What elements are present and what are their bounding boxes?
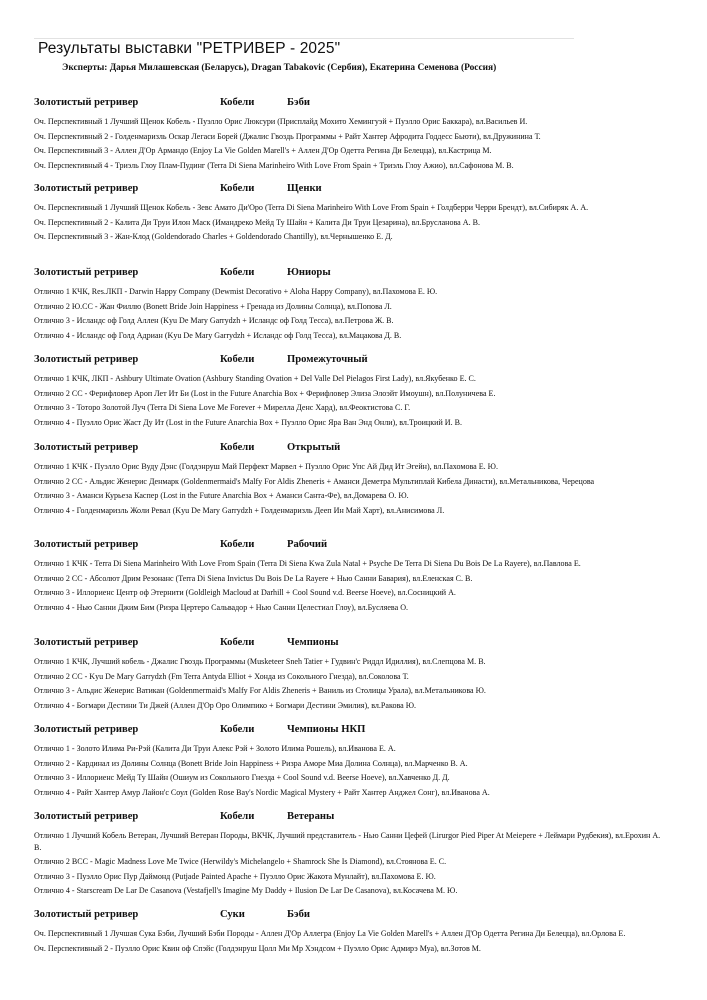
result-entry: Отлично 3 - Иллориенс Мейд Ту Шайн (Ошиум из Сокольного Гнезда + Cool Sound v.d. Beerse Hoeve), вл.Хавченко Д. Д. <box>34 773 450 782</box>
section-class: Бэби <box>287 97 310 108</box>
title-divider <box>34 38 574 39</box>
section-header <box>34 909 664 925</box>
result-entry: Оч. Перспективный 4 - Триэль Глоу Плам-Пудинг (Terra Di Siena Marinheiro With Love From Spain + Триэль Глоу Ажио), вл.Сафонова М. В. <box>34 160 514 170</box>
result-entry: Отлично 2 СС - Альдис Женерис Денмарк (Goldenmermaid's Malfy For Aldis Zheneris + Аманси Деметра Мультиплай Кибела Династи), вл.Метальникова, Черецова <box>34 476 595 486</box>
section-class: Чемпионы <box>287 637 339 648</box>
section-header <box>34 267 664 283</box>
section-breed: Золотистый ретривер <box>34 183 139 194</box>
section-class: Юниоры <box>287 267 331 278</box>
section-males-champions-nkp <box>34 724 664 798</box>
result-entry: Отлично 1 КЧК, Res.ЛКП - Darwin Happy Company (Dewmist Decorativo + Aloha Happy Company), вл.Пахомова Е. Ю. <box>34 287 438 296</box>
section-sex: Суки <box>220 909 245 920</box>
section-class: Рабочий <box>287 539 328 550</box>
section-breed: Золотистый ретривер <box>34 442 139 453</box>
section-header <box>34 97 664 113</box>
result-entry: Отлично 1 КЧК - Пуэлло Орис Вуду Дэнс (Голдэнруш Май Перфект Марвел + Пуэлло Орис Упс Ай Дид Ит Эгейн), вл.Пахомова Е. Ю. <box>34 462 498 471</box>
section-sex: Кобели <box>220 354 255 365</box>
section-sex: Кобели <box>220 97 255 108</box>
section-males-junior <box>34 267 664 341</box>
result-entry: Отлично 1 Лучший Кобель Ветеран, Лучший Ветеран Породы, ВКЧК, Лучший представитель - Нью Санни Цефей (Lirurgor Pied Piper At Meiepere + Леймари Рудбекия), вл.Ерохин А. В. <box>34 831 661 852</box>
result-entry: Отлично 1 - Золото Илима Ри-Рэй (Калита Ди Труи Алекс Рэй + Золото Илима Рошель), вл.Иванова Е. А. <box>34 744 396 753</box>
result-entry: Оч. Перспективный 2 - Голденмаризль Оскар Легаси Борей (Джалис Гвоздь Программы + Райт Хантер Афродита Годдесс Бьюти), вл.Дружинина Т. <box>34 131 541 141</box>
experts-line: Эксперты: Дарья Милашевская (Беларусь), Dragan Tabakovic (Сербия), Екатерина Семенова (Россия) <box>62 63 497 73</box>
section-class: Бэби <box>287 909 310 920</box>
result-entry: Отлично 4 - Исландс оф Голд Адриан (Kyu De Mary Garrydzh + Исландс оф Голд Тесса), вл.Мацакова Д. В. <box>34 330 402 340</box>
result-entry: Оч. Перспективный 3 - Аллен Д'Ор Армандо (Enjoy La Vie Golden Marell's + Аллен Д'Ор Одетта Регина Ди Белецца), вл.Кастрица М. <box>34 146 492 155</box>
result-entry: Оч. Перспективный 2 - Калита Ди Труи Илон Маск (Имандреко Мейд Ту Шайн + Калита Ди Труи Цезарина), вл.Брусланова А. В. <box>34 217 480 227</box>
section-class: Промежуточный <box>287 354 368 365</box>
section-breed: Золотистый ретривер <box>34 811 139 822</box>
result-entry: Оч. Перспективный 3 - Жан-Клод (Goldendorado Charles + Goldendorado Chantilly), вл.Чернышенко Е. Д. <box>34 232 393 241</box>
result-entry: Отлично 3 - Исландс оф Голд Аллен (Kyu De Mary Garrydzh + Исландс оф Голд Тесса), вл.Петрова Ж. В. <box>34 316 394 325</box>
section-class: Открытый <box>287 442 341 453</box>
result-entry: Отлично 1 КЧК, Лучший кобель - Джалис Гвоздь Программы (Musketeer Sneh Tatier + Гудвин'с Риддл Идиллия), вл.Слепцова М. В. <box>34 657 486 666</box>
section-breed: Золотистый ретривер <box>34 724 139 735</box>
result-entry: Отлично 3 - Пуэлло Орис Пур Даймонд (Putjade Painted Apache + Пуэлло Орис Жакота Мунлайт), вл.Пахомова Е. Ю. <box>34 871 436 881</box>
section-breed: Золотистый ретривер <box>34 267 139 278</box>
result-entry: Отлично 4 - Богмари Дестини Ти Джей (Аллен Д'Ор Оро Олимпико + Богмари Дестини Эмилия), вл.Ракова Ю. <box>34 700 417 710</box>
result-entry: Отлично 2 - Кардинал из Долины Солнца (Bonett Bride Join Happiness + Ризра Аморе Миа Долина Солнца), вл.Марченко В. А. <box>34 758 468 768</box>
section-sex: Кобели <box>220 539 255 550</box>
section-males-open <box>34 442 664 516</box>
section-header <box>34 354 664 370</box>
section-sex: Кобели <box>220 183 255 194</box>
section-males-champions <box>34 637 664 711</box>
section-header <box>34 183 664 199</box>
section-males-veterans <box>34 811 664 897</box>
result-entry: Отлично 4 - Starscream De Lar De Casanova (Vestafjell's Imagine My Daddy + Ilusion De Lar De Casanova), вл.Косачева М. Ю. <box>34 886 458 895</box>
section-breed: Золотистый ретривер <box>34 354 139 365</box>
result-entry: Отлично 2 СС - Ферифловер Ароп Лет Ит Би (Lost in the Future Anarchia Box + Ферифловер Элиза Элоэйт Имоушн), вл.Полуничева Е. <box>34 388 496 398</box>
section-sex: Кобели <box>220 724 255 735</box>
section-males-intermediate <box>34 354 664 428</box>
result-entry: Отлично 3 - Иллориенс Центр оф Этернити (Goldleigh Macloud at Darhill + Cool Sound v.d. Beerse Hoeve), вл.Сосницкий А. <box>34 588 456 597</box>
section-header <box>34 539 664 555</box>
result-entry: Отлично 4 - Голденмаризль Жоли Ревал (Kyu De Mary Garrydzh + Голденмаризль Дееп Ин Май Харт), вл.Анисимова Л. <box>34 505 445 515</box>
result-entry: Оч. Перспективный 2 - Пуэлло Орис Квин оф Спэйс (Голдэнруш Цолл Ми Мр Хэндсом + Пуэлло Орис Адмирэ Муа), вл.Зотов М. <box>34 943 481 953</box>
result-entry: Отлично 1 КЧК, ЛКП - Ashbury Ultimate Ovation (Ashbury Standing Ovation + Del Valle Del Pielagos First Lady), вл.Якубенко Е. С. <box>34 374 476 383</box>
section-header <box>34 811 664 827</box>
section-sex: Кобели <box>220 442 255 453</box>
section-sex: Кобели <box>220 267 255 278</box>
result-entry: Отлично 3 - Аманси Курьеза Каспер (Lost in the Future Anarchia Box + Аманси Санта-Фе), вл.Домарева О. Ю. <box>34 491 409 500</box>
result-entry: Оч. Перспективный 1 Лучший Щенок Кобель - Зевс Амато Ди'Оро (Terra Di Siena Marinheiro With Love From Spain + Голдберри Черри Брендт), вл.Сибиряк А. А. <box>34 203 589 212</box>
section-header <box>34 442 664 458</box>
section-header <box>34 637 664 653</box>
result-entry: Отлично 2 ВСС - Magic Madness Love Me Twice (Herwildy's Michelangelo + Shamrock She Is Diamond), вл.Стоянова Е. С. <box>34 857 447 866</box>
page-title: Результаты выставки "РЕТРИВЕР - 2025" <box>38 40 341 57</box>
section-class: Ветераны <box>287 811 335 822</box>
result-entry: Оч. Перспективный 1 Лучшая Сука Бэби, Лучший Бэби Породы - Аллен Д'Ор Аллегра (Enjoy La Vie Golden Marell's + Аллен Д'Ор Одетта Регина Ди Белецца), вл.Орлова Е. <box>34 929 626 938</box>
section-breed: Золотистый ретривер <box>34 909 139 920</box>
section-breed: Золотистый ретривер <box>34 97 139 108</box>
result-entry: Отлично 4 - Нью Санни Джим Бим (Ризра Цертеро Сальвадор + Нью Санни Целестиал Глоу), вл.Бусляева О. <box>34 602 409 612</box>
result-entry: Оч. Перспективный 1 Лучший Щенок Кобель - Пуэлло Орис Люксури (Присплайд Мохито Хемингуэй + Пуэлло Орис Баккара), вл.Васильев И. <box>34 117 528 126</box>
section-breed: Золотистый ретривер <box>34 637 139 648</box>
section-sex: Кобели <box>220 637 255 648</box>
section-males-puppy <box>34 183 664 243</box>
section-females-baby <box>34 909 664 954</box>
result-entry: Отлично 4 - Райт Хантер Амур Лайон'с Соул (Golden Rose Bay's Nordic Magical Mystery + Райт Хантер Анджел Сонг), вл.Иванова А. <box>34 787 490 797</box>
result-entry: Отлично 2 Ю.СС - Жан Филлю (Bonett Bride Join Happiness + Гренада из Долины Солнца), вл.Попова Л. <box>34 301 392 311</box>
section-sex: Кобели <box>220 811 255 822</box>
result-entry: Отлично 1 КЧК - Terra Di Siena Marinheiro With Love From Spain (Terra Di Siena Kwa Zula Natal + Psyche De Terra Di Siena Du Bois De La Rayere), вл.Павлова Е. <box>34 559 581 568</box>
result-entry: Отлично 3 - Тоторо Золотой Луч (Terra Di Siena Love Me Forever + Мирелла Денс Хард), вл.Феоктистова С. Г. <box>34 403 411 412</box>
section-males-baby <box>34 97 664 171</box>
section-breed: Золотистый ретривер <box>34 539 139 550</box>
section-header <box>34 724 664 740</box>
result-entry: Отлично 4 - Пуэлло Орис Жаст Ду Ит (Lost in the Future Anarchia Box + Пуэлло Орис Яра Ван Энд Онли), вл.Троицкий И. В. <box>34 417 462 427</box>
section-males-working <box>34 539 664 613</box>
section-class: Чемпионы НКП <box>287 724 366 735</box>
result-entry: Отлично 3 - Альдис Женерис Ватикан (Goldenmermaid's Malfy For Aldis Zheneris + Ваниль из Столицы Урала), вл.Метальникова Ю. <box>34 686 486 695</box>
result-entry: Отлично 2 СС - Абсолют Дрим Резонанс (Terra Di Siena Invictus Du Bois De La Rayere + Нью Санни Бавария), вл.Еленская С. В. <box>34 573 473 583</box>
result-entry: Отлично 2 СС - Kyu De Mary Garrydzh (Fm Terra Antyda Elliot + Хонда из Сокольного Гнезда), вл.Соколова Т. <box>34 671 409 681</box>
section-class: Щенки <box>287 183 322 194</box>
